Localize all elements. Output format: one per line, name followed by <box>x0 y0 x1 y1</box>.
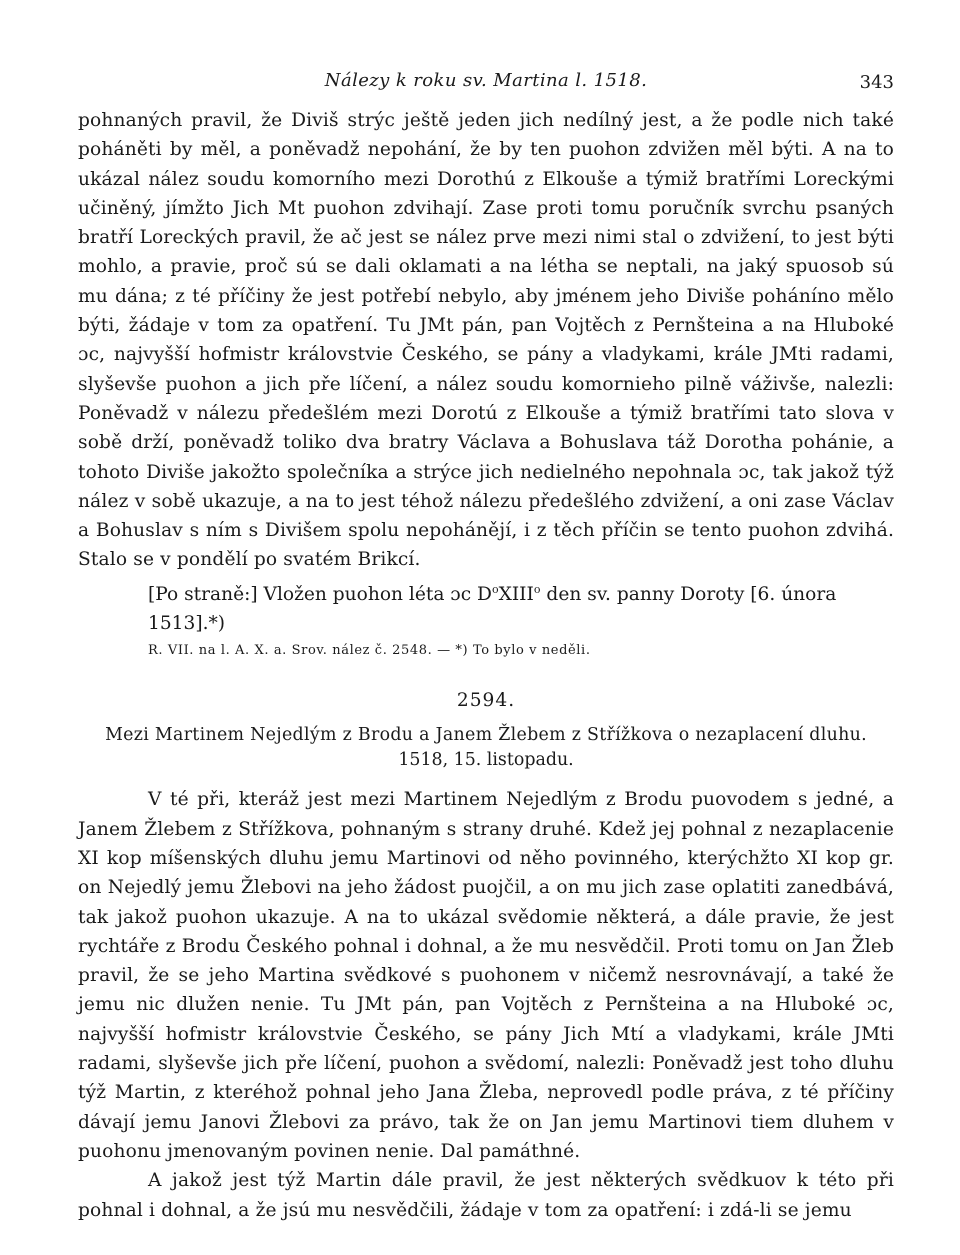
running-title: Nálezy k roku sv. Martina l. 1518. <box>324 70 648 91</box>
marginal-note-superscript-1: o <box>491 582 499 596</box>
previous-entry-paragraph: pohnaných pravil, že Diviš strýc ještě jeden jich nedílný jest, a že podle nich také poháněti by měl, a poněvadž nepohání, že by ten puohon zdvižen měl býti. A na to ukázal nález soudu komorního mezi Dorothú z Elkouše a týmiž bratřími Loreckými učiněný, jímžto Jich Mt puohon zdvihají. Zase proti tomu poručník svrchu psaných bratří Loreckých pravil, že ač jest se nález prve mezi nimi stal o zdvižení, to jest býti mohlo, a pravie, proč sú se dali oklamati a na létha se neptali, na jaký spuosob sú mu dána; z té příčiny že jest potřebí nebylo, aby jménem jeho Diviše poháníno mělo býti, žádaje v tom za opatření. Tu JMt pán, pan Vojtěch z Pernšteina a na Hluboké ɔc, najvyšší hofmistr královstvie Českého, se pány a vladykami, krále JMti radami, slyševše puohon a jich pře líčení, a nález soudu komornieho pilně váživše, nalezli: Poněvadž v nálezu předešlém mezi Dorotú z Elkouše a týmiž bratřími tato slova v sobě drží, poněvadž toliko dva bratry Václava a Bohuslava táž Dorotha pohánie, a tohoto Diviše jakožto společníka a strýce jich nedielného nepohnala ɔc, tak jakož týž nález v sobě ukazuje, a na to jest téhož nálezu předešlého zdvižení, a oni zase Václav a Bohuslav s ním s Divišem spolu nepohánějí, i z těch příčin se tento puohon zdvihá. Stalo se v pondělí po svatém Brikcí. <box>78 110 894 571</box>
marginal-note <box>78 575 894 639</box>
page-header <box>78 62 894 106</box>
marginal-note-suffix: den sv. panny Doroty [6. února 1513].*) <box>148 583 837 635</box>
entry-number: 2594. <box>456 690 516 712</box>
page-number: 343 <box>859 72 894 93</box>
document-page <box>78 62 894 1225</box>
entry-date: 1518, 15. listopadu. <box>398 750 574 771</box>
entry-paragraph-1: V té při, kteráž jest mezi Martinem Nejedlým z Brodu puovodem s jedné, a Janem Žlebem z Střížkova, pohnaným s strany druhé. Kdež jej pohnal z nezaplacenie XI kop míšenských dluhu jemu Martinovi od něho povinného, kterýchžto XI kop gr. on Nejedlý jemu Žlebovi na jeho žádost puojčil, a on mu jich zase oplatiti zanedbává, tak jakož puohon ukazuje. A na to ukázal svědomie některá, a dále pravie, že jest rychtáře z Brodu Českého pohnal i dohnal, a že mu nesvědčil. Proti tomu on Jan Žleb pravil, že se jeho Martina svědkové s puohonem v ničemž nesrovnávají, a také že jemu nic dlužen nenie. Tu JMt pán, pan Vojtěch z Pernšteina a na Hluboké ɔc, najvyšší hofmistr královstvie Českého, se pány Jich Mtí a vladykami, krále JMti radami, slyševše jich pře líčení, puohon a svědomí, nalezli: Poněvadž jest toho dluhu týž Martin, z kteréhož pohnal jeho Jana Žleba, neprovedl podle práva, z té příčiny dávají jemu Janovi Žlebovi za právo, tak že on Jan jemu Martinovi tiem dluhem v puohonu jmenovaným povinen nenie. Dal památhné. <box>78 789 894 1162</box>
marginal-note-numeral: XIII <box>498 583 534 605</box>
entry-regest: Mezi Martinem Nejedlým z Brodu a Janem Žlebem z Střížkova o nezaplacení dluhu. <box>105 725 867 746</box>
marginal-note-prefix: [Po straně:] Vložen puohon léta ɔc D <box>148 583 492 605</box>
source-note: R. VII. na l. A. X. a. Srov. nález č. 2548. — *) To bylo v neděli. <box>148 643 591 659</box>
entry-paragraph-2: A jakož jest týž Martin dále pravil, že jest některých svědkuov k této při pohnal i dohnal, a že jsú mu nesvědčili, žádaje v tom za opatření: i zdá-li se jemu <box>78 1170 894 1221</box>
marginal-note-superscript-2: o <box>533 582 541 596</box>
